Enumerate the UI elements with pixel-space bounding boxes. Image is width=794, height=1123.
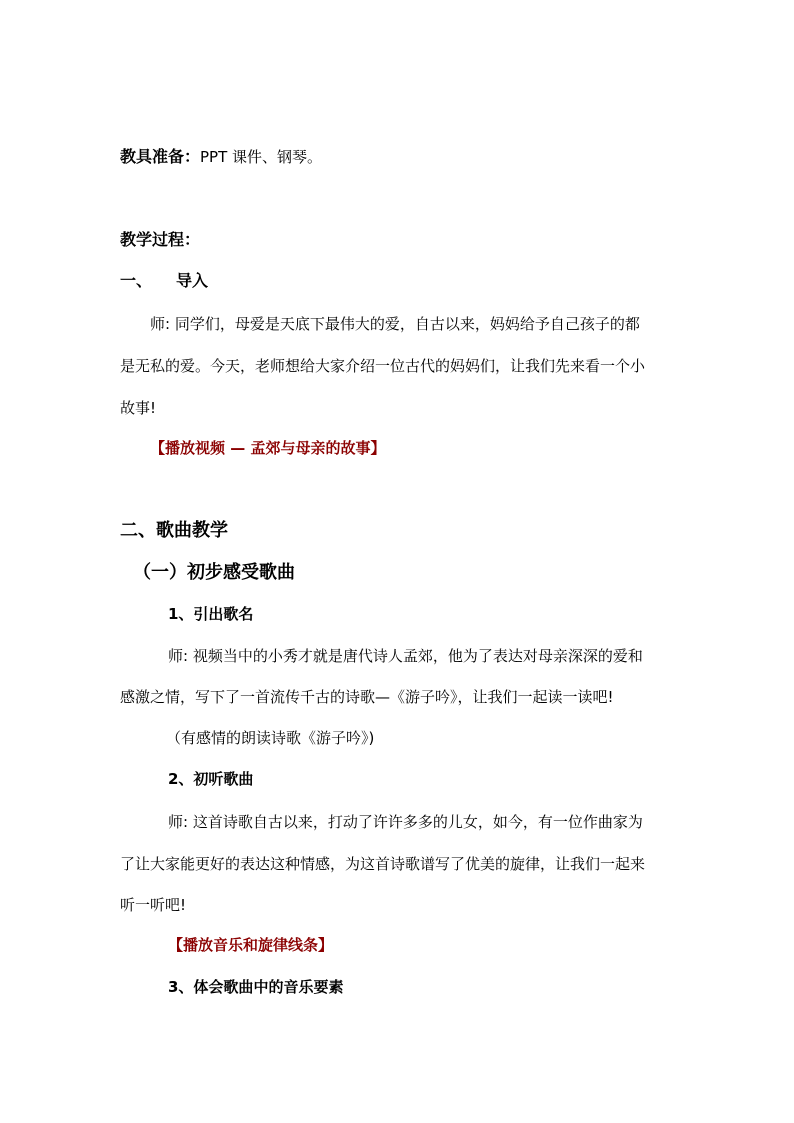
item-2-music-note: 【播放音乐和旋律线条】: [168, 936, 334, 954]
item-2-heading: 2、初听歌曲: [168, 770, 254, 788]
section-2-heading: 二、歌曲教学: [120, 520, 228, 541]
item-2-paragraph-line-2: 了让大家能更好的表达这种情感，为这首诗歌谱写了优美的旋律，让我们一起来: [120, 855, 646, 873]
teaching-process-heading: 教学过程：: [120, 230, 201, 249]
item-1-paragraph-line-2: 感激之情，写下了一首流传千古的诗歌—《游子吟》，让我们一起读一读吧!: [120, 688, 614, 706]
item-2-paragraph-line-3: 听一听吧!: [120, 896, 187, 914]
item-1-heading: 1、引出歌名: [168, 605, 254, 623]
section-1-paragraph-line-3: 故事!: [120, 399, 157, 417]
teaching-aids-label: 教具准备：: [120, 147, 201, 166]
section-1-paragraph-line-2: 是无私的爱。今天，老师想给大家介绍一位古代的妈妈们，让我们先来看一个小: [120, 357, 646, 375]
subsection-1-heading: （一）初步感受歌曲: [133, 562, 295, 583]
item-3-heading: 3、体会歌曲中的音乐要素: [168, 978, 344, 996]
item-2-paragraph-line-1: 师: 这首诗歌自古以来，打动了许许多多的儿女，如今，有一位作曲家为: [168, 813, 643, 831]
section-1-number: 一、: [120, 271, 153, 290]
section-1-video-note: 【播放视频 — 孟郊与母亲的故事】: [150, 439, 386, 457]
section-1-title: 导入: [176, 271, 209, 290]
item-1-reading-note: （有感情的朗读诗歌《游子吟》): [166, 729, 375, 747]
teaching-aids-text: PPT 课件、钢琴。: [200, 148, 323, 166]
teaching-aids-line: [120, 149, 322, 165]
section-1-paragraph-line-1: 师: 同学们，母爱是天底下最伟大的爱，自古以来，妈妈给予自己孩子的都: [150, 315, 640, 333]
section-1-heading: [120, 273, 208, 289]
item-1-paragraph-line-1: 师: 视频当中的小秀才就是唐代诗人孟郊，他为了表达对母亲深深的爱和: [168, 647, 643, 665]
